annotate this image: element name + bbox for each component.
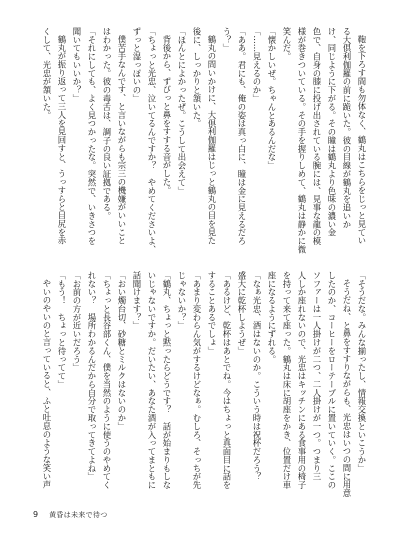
text-column: 「ああ。君にも、俺の姿は真っ白に、瞳は金に見えるだろ <box>237 27 247 246</box>
page-footer <box>33 510 108 520</box>
text-column: そうだね、と鼻をすすりながらも、光忠はいつの間に用意 <box>342 279 352 498</box>
text-column: やいのやいのと言っていると、ふと吐息のような笑い声 <box>42 279 52 490</box>
text-column: 「あまり変わらん気がするけどなぁ。むしろ、そっちが先 <box>192 271 202 490</box>
text-column: 笑んだ。 <box>282 27 292 61</box>
text-column: 鶴丸の問いかけに、大倶利伽羅はじっと鶴丸の目を見た <box>207 35 217 246</box>
text-column: はわかった。彼の毒舌は、調子の良い証拠である。 <box>102 27 112 220</box>
text-column: 座になるようにずれる。 <box>267 271 277 364</box>
text-column: じゃないか？」 <box>177 271 187 330</box>
text-column: う？」 <box>222 27 232 53</box>
text-column: くして、光忠が頷いた。 <box>42 27 52 120</box>
text-column: することあるでしょ」 <box>207 271 217 355</box>
text-column: 「ちょっと光忠、泣いてるんですか？ やめてくださいよ、 <box>147 27 157 254</box>
text-column: 「もう！ ちょっと待ってて」 <box>57 271 67 389</box>
text-column: 鞄を下ろす間も勿体なく、鶴丸はこちらをじっと見てい <box>357 35 367 246</box>
text-column: 僕苦手なんです、と言いながらも宗三の機嫌がいいこと <box>117 35 127 246</box>
text-column: 人しか座れないので、光忠はキッチンにある食事用の椅子 <box>297 271 307 490</box>
text-column: 「おい燭台切、砂糖とミルクはないのか」 <box>117 271 127 431</box>
text-column: ずっと湿っぽいの」 <box>132 27 142 103</box>
text-column: 様が巻きついている。その手を握りしめて、鶴丸は静かに微 <box>297 27 307 254</box>
text-column: 色で、自身の膝に投げ出されている腕には、見事な龍の模 <box>312 27 322 246</box>
text-column: 聞いてもいいか？」 <box>72 27 82 103</box>
text-column: 「お前の方が近いだろう」 <box>72 271 82 372</box>
text-column: 「ちょっと長谷部くん、僕を当然のように使うのやめてく <box>102 271 112 490</box>
text-column: 「鶴丸、ちょっと黙ったらどうです？ 話が始まりもしな <box>162 271 172 490</box>
text-column: 盛大に乾杯しようぜ」 <box>237 271 247 355</box>
text-column: いじゃないですか。だいたい、あなた酒が入ってまともに <box>147 271 157 490</box>
text-column: 「ほんとによかったぜ。こうして出会えて」 <box>177 27 187 195</box>
text-column: 「そうだな。みんな揃ったし、情報交換といこうか」 <box>357 271 367 473</box>
text-column: 「それにしても、よく見つかったな。突然で、いきさつを <box>87 27 97 246</box>
text-column: 背後から、ずびっと鼻をすする音がした。 <box>162 35 172 195</box>
text-column: 話聞けます？」 <box>132 271 142 330</box>
text-column: 「なぁ光忠、酒はないのか。こういう時は祝杯だろう？ <box>252 271 262 481</box>
running-title: 黄昏は未来で待つ <box>49 511 108 519</box>
text-column: け、同じように下がる。その瞳は鶴丸より色味の濃い金 <box>327 27 337 237</box>
text-column: 「……見えるのか」 <box>252 27 262 103</box>
text-column: 「懐かしいぜ。ちゃんとあるんだな」 <box>267 27 277 170</box>
text-column: を持って来て座った。鶴丸は床に胡座をかき、位置だけ車 <box>282 271 292 490</box>
text-column: る大倶利伽羅の前に跪いた。彼の目線が鶴丸を追いか <box>342 27 352 229</box>
text-column: れない？ 場所わかるんだから自分で取ってきてよね」 <box>87 271 97 481</box>
text-column: 鶴丸が振り返って三人を見回すと、うっすらと目尻を赤 <box>57 35 67 246</box>
text-column: 後に、しっかりと頷いた。 <box>192 27 202 128</box>
text-column: ソファーは一人掛けが二つ、二人掛けが一つ。つまり三 <box>312 271 322 481</box>
text-column: したのか、コーヒーをローテーブルに置いていく。ここの <box>327 271 337 490</box>
page-number: 9 <box>33 510 39 519</box>
text-column: 「あるけど、乾杯はあとでね。今はちょっと真面目に話を <box>222 271 232 490</box>
lower-text-block <box>39 271 369 499</box>
upper-text-block <box>39 27 369 255</box>
